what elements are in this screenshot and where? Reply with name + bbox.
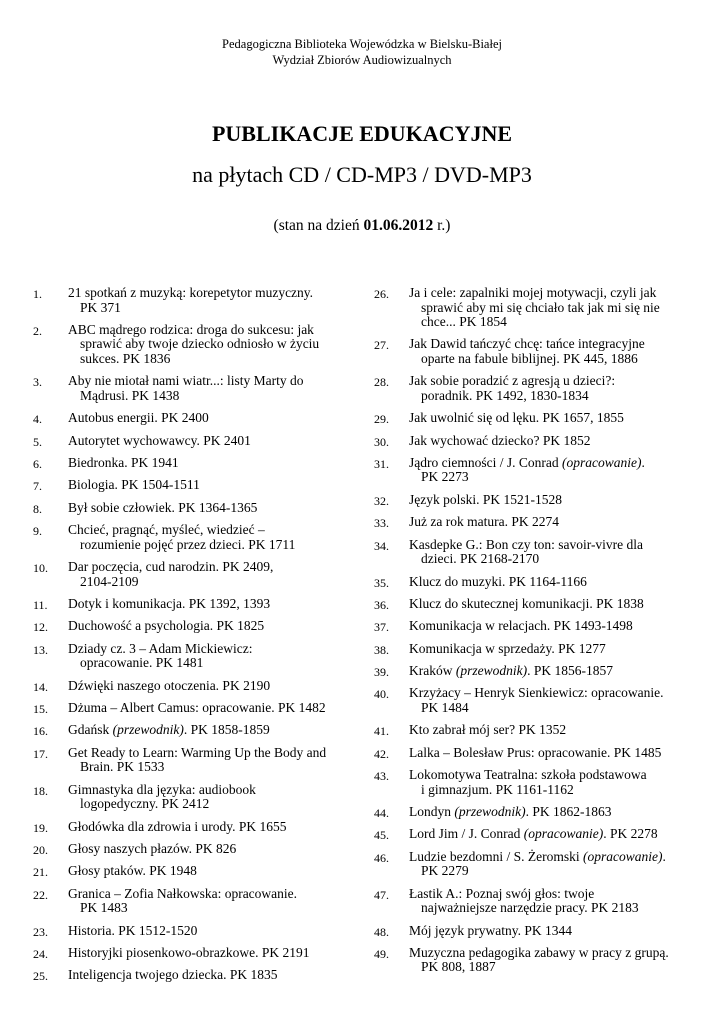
item-line: Chcieć, pragnąć, myśleć, wiedzieć – — [68, 522, 265, 538]
item-title: Lord Jim / J. Conrad — [409, 826, 524, 842]
list-item — [33, 783, 333, 812]
item-line: Aby nie miotał nami wiatr...: listy Marty do — [68, 373, 304, 389]
item-number: 44. — [374, 806, 389, 821]
item-continuation: poradnik. PK 1492, 1830-1834 — [421, 387, 589, 403]
item-text — [68, 619, 333, 634]
item-line: Dźwięki naszego otoczenia. PK 2190 — [68, 677, 271, 693]
list-item — [33, 374, 333, 403]
item-number: 18. — [33, 783, 48, 798]
item-number: 17. — [33, 746, 48, 761]
item-number: 30. — [374, 434, 389, 449]
item-line: Mój język prywatny. PK 1344 — [409, 922, 572, 938]
item-line — [409, 827, 674, 842]
item-line: Gimnastyka dla języka: audiobook — [68, 781, 256, 797]
item-line: Dotyk i komunikacja. PK 1392, 1393 — [68, 595, 271, 611]
list-item — [374, 538, 674, 567]
item-text — [68, 597, 333, 612]
item-number: 23. — [33, 924, 48, 939]
item-annotation: (przewodnik) — [112, 722, 184, 738]
list-item — [33, 411, 333, 426]
item-continuation: dzieci. PK 2168-2170 — [421, 551, 540, 567]
list-item — [374, 374, 674, 403]
list-item — [33, 642, 333, 671]
item-annotation: (przewodnik) — [454, 804, 526, 820]
item-number: 20. — [33, 842, 48, 857]
item-number: 32. — [374, 493, 389, 508]
department-name: Wydział Zbiorów Audiowizualnych — [272, 53, 452, 67]
item-number: 2. — [33, 323, 42, 338]
item-number: 31. — [374, 456, 389, 471]
item-text — [409, 619, 674, 634]
list-item — [374, 434, 674, 449]
item-line: Autobus energii. PK 2400 — [68, 410, 209, 426]
item-text — [409, 374, 674, 403]
item-number: 22. — [33, 887, 48, 902]
status-date: 01.06.2012 — [363, 217, 434, 234]
list-item — [374, 493, 674, 508]
item-text — [68, 679, 333, 694]
status-date-line — [0, 216, 724, 236]
item-line: Biologia. PK 1504-1511 — [68, 477, 200, 493]
item-number: 29. — [374, 412, 389, 427]
item-text — [68, 323, 333, 367]
item-text — [409, 768, 674, 797]
list-item — [33, 456, 333, 471]
item-line — [409, 664, 674, 679]
item-line: Kto zabrał mój ser? PK 1352 — [409, 722, 567, 738]
publication-list-right — [374, 286, 674, 983]
list-item — [33, 701, 333, 716]
list-item — [374, 723, 674, 738]
list-item — [374, 805, 674, 820]
item-continuation: PK 371 — [80, 299, 121, 315]
item-text — [68, 523, 333, 552]
item-text — [409, 805, 674, 820]
item-text — [409, 946, 674, 975]
item-line: Lokomotywa Teatralna: szkoła podstawowa — [409, 767, 647, 783]
item-line: Jak sobie poradzić z agresją u dzieci?: — [409, 373, 616, 389]
list-item — [33, 323, 333, 367]
item-text — [68, 924, 333, 939]
item-text — [68, 783, 333, 812]
item-continuation: sprawić aby twoje dziecko odniosło w życiu — [80, 336, 320, 352]
list-item — [374, 619, 674, 634]
item-annotation: (opracowanie) — [561, 454, 642, 470]
item-number: 48. — [374, 924, 389, 939]
item-annotation: (opracowanie) — [523, 826, 604, 842]
item-number: 43. — [374, 769, 389, 784]
item-continuation: 2104-2109 — [80, 573, 139, 589]
item-number: 8. — [33, 501, 42, 516]
item-number: 9. — [33, 524, 42, 539]
item-text — [68, 411, 333, 426]
item-number: 38. — [374, 642, 389, 657]
item-number: 6. — [33, 456, 42, 471]
list-item — [33, 864, 333, 879]
list-item — [33, 746, 333, 775]
item-title: Ludzie bezdomni / S. Żeromski — [409, 848, 583, 864]
item-line: Głodówka dla zdrowia i urody. PK 1655 — [68, 818, 287, 834]
item-number: 19. — [33, 820, 48, 835]
item-text — [68, 968, 333, 983]
list-item — [33, 478, 333, 493]
item-title: Jądro ciemności / J. Conrad — [409, 454, 562, 470]
item-line — [409, 456, 674, 471]
item-text — [409, 337, 674, 366]
item-continuation: PK 808, 1887 — [421, 959, 496, 975]
item-text — [68, 946, 333, 961]
item-number: 33. — [374, 516, 389, 531]
item-line: Głosy naszych płazów. PK 826 — [68, 840, 237, 856]
item-callnumber: . PK 1862-1863 — [525, 804, 612, 820]
item-line: Muzyczna pedagogika zabawy w pracy z grupą. — [409, 944, 669, 960]
list-item — [374, 515, 674, 530]
item-continuation: PK 2273 — [421, 469, 469, 485]
item-number: 5. — [33, 434, 42, 449]
item-continuation: sukces. PK 1836 — [80, 350, 171, 366]
item-text — [68, 456, 333, 471]
item-text — [68, 842, 333, 857]
item-number: 4. — [33, 412, 42, 427]
item-line — [409, 850, 674, 865]
item-text — [409, 664, 674, 679]
item-number: 3. — [33, 375, 42, 390]
item-number: 1. — [33, 287, 42, 301]
item-text — [409, 493, 674, 508]
item-number: 21. — [33, 865, 48, 880]
item-text — [409, 575, 674, 590]
item-number: 25. — [33, 969, 48, 984]
item-text — [68, 434, 333, 449]
item-annotation: (przewodnik) — [455, 663, 528, 679]
item-text — [68, 864, 333, 879]
item-number: 40. — [374, 687, 389, 702]
item-text — [68, 478, 333, 493]
item-text — [68, 701, 333, 716]
item-annotation: (opracowanie) — [582, 848, 663, 864]
list-item — [33, 434, 333, 449]
item-line — [68, 723, 333, 738]
item-number: 13. — [33, 642, 48, 657]
list-item — [374, 746, 674, 761]
list-item — [33, 523, 333, 552]
item-continuation: i gimnazjum. PK 1161-1162 — [421, 781, 574, 797]
item-number: 41. — [374, 724, 389, 739]
item-line: Granica – Zofia Nałkowska: opracowanie. — [68, 885, 298, 901]
list-item — [33, 560, 333, 589]
item-text — [409, 827, 674, 842]
item-text — [68, 887, 333, 916]
item-line: Głosy ptaków. PK 1948 — [68, 863, 197, 879]
list-item — [374, 286, 674, 330]
item-line: Biedronka. PK 1941 — [68, 454, 179, 470]
item-text — [409, 723, 674, 738]
item-number: 34. — [374, 538, 389, 553]
item-line: Łastik A.: Poznaj swój głos: twoje — [409, 885, 595, 901]
library-name: Pedagogiczna Biblioteka Wojewódzka w Bielsku-Białej — [222, 37, 502, 51]
item-line: Autorytet wychowawcy. PK 2401 — [68, 432, 251, 448]
item-text — [409, 456, 674, 485]
list-item — [33, 924, 333, 939]
item-continuation: Brain. PK 1533 — [80, 759, 165, 775]
list-item — [374, 850, 674, 879]
list-item — [33, 619, 333, 634]
list-item — [374, 337, 674, 366]
item-number: 28. — [374, 375, 389, 390]
item-text — [68, 374, 333, 403]
item-number: 45. — [374, 828, 389, 843]
item-text — [409, 850, 674, 879]
list-item — [33, 501, 333, 516]
item-line: Kasdepke G.: Bon czy ton: savoir-vivre dla — [409, 536, 644, 552]
item-callnumber: . PK 1858-1859 — [183, 722, 270, 738]
list-item — [374, 664, 674, 679]
item-continuation: najważniejsze narzędzie pracy. PK 2183 — [421, 900, 639, 916]
item-callnumber: . PK 1856-1857 — [527, 663, 614, 679]
item-number: 46. — [374, 850, 389, 865]
item-number: 37. — [374, 620, 389, 635]
item-line: Historyjki piosenkowo-obrazkowe. PK 2191 — [68, 944, 310, 960]
item-text — [409, 686, 674, 715]
item-line: Get Ready to Learn: Warming Up the Body and — [68, 744, 327, 760]
item-title: Kraków — [409, 663, 456, 679]
item-line: Historia. PK 1512-1520 — [68, 922, 198, 938]
list-item — [33, 820, 333, 835]
item-number: 26. — [374, 287, 389, 301]
item-callnumber: . — [662, 848, 666, 864]
list-item — [374, 642, 674, 657]
item-continuation: oparte na fabule biblijnej. PK 445, 1886 — [421, 350, 638, 366]
item-text — [409, 538, 674, 567]
item-text — [68, 642, 333, 671]
item-text — [68, 723, 333, 738]
list-item — [374, 456, 674, 485]
item-text — [409, 924, 674, 939]
item-line: Inteligencja twojego dziecka. PK 1835 — [68, 967, 278, 983]
list-item — [33, 723, 333, 738]
item-line — [409, 805, 674, 820]
item-number: 15. — [33, 701, 48, 716]
item-callnumber: . — [641, 454, 645, 470]
item-text — [409, 746, 674, 761]
item-continuation: PK 1484 — [421, 699, 469, 715]
item-number: 16. — [33, 724, 48, 739]
item-text — [68, 746, 333, 775]
item-number: 10. — [33, 561, 48, 576]
item-line: 21 spotkań z muzyką: korepetytor muzyczny. — [68, 285, 314, 300]
list-item — [33, 597, 333, 612]
item-text — [68, 820, 333, 835]
item-line: Klucz do muzyki. PK 1164-1166 — [409, 573, 587, 589]
item-line: Komunikacja w relacjach. PK 1493-1498 — [409, 618, 633, 634]
item-continuation: PK 1483 — [80, 900, 128, 916]
item-line: Dżuma – Albert Camus: opracowanie. PK 1482 — [68, 699, 326, 715]
item-line: Dziady cz. 3 – Adam Mickiewicz: — [68, 640, 253, 656]
list-item — [374, 411, 674, 426]
item-continuation: chce... PK 1854 — [421, 314, 507, 329]
item-callnumber: . PK 2278 — [603, 826, 658, 842]
list-item — [374, 768, 674, 797]
item-text — [68, 501, 333, 516]
item-line: Lalka – Bolesław Prus: opracowanie. PK 1485 — [409, 744, 662, 760]
page-title: PUBLIKACJE EDUKACYJNE — [211, 121, 513, 146]
item-line: Klucz do skutecznej komunikacji. PK 1838 — [409, 595, 644, 611]
list-item — [33, 946, 333, 961]
item-number: 12. — [33, 620, 48, 635]
item-line: Jak Dawid tańczyć chcę: tańce integracyjne — [409, 336, 645, 352]
item-number: 11. — [33, 597, 48, 612]
list-item — [33, 679, 333, 694]
item-continuation: Mądrusi. PK 1438 — [80, 387, 180, 403]
item-text — [409, 411, 674, 426]
item-text — [409, 286, 674, 330]
item-line: Jak uwolnić się od lęku. PK 1657, 1855 — [409, 410, 624, 426]
item-line: ABC mądrego rodzica: droga do sukcesu: jak — [68, 321, 314, 337]
list-item — [33, 968, 333, 983]
list-item — [374, 827, 674, 842]
list-item — [374, 575, 674, 590]
item-continuation: opracowanie. PK 1481 — [80, 655, 204, 671]
item-title: Londyn — [409, 804, 455, 820]
item-number: 49. — [374, 946, 389, 961]
status-prefix: (stan na dzień — [273, 217, 364, 234]
item-number: 47. — [374, 887, 389, 902]
item-line: Był sobie człowiek. PK 1364-1365 — [68, 499, 258, 515]
list-item — [33, 842, 333, 857]
item-number: 36. — [374, 597, 389, 612]
item-continuation: sprawić aby mi się chciało tak jak mi się nie — [421, 299, 660, 315]
item-text — [68, 560, 333, 589]
publication-list-left — [33, 286, 333, 991]
list-item — [374, 686, 674, 715]
item-number: 7. — [33, 479, 42, 494]
list-item — [374, 597, 674, 612]
list-item — [374, 887, 674, 916]
item-continuation: logopedyczny. PK 2412 — [80, 796, 210, 812]
item-continuation: PK 2279 — [421, 863, 469, 879]
item-number: 42. — [374, 746, 389, 761]
item-line: Krzyżacy – Henryk Sienkiewicz: opracowanie. — [409, 685, 664, 701]
item-number: 39. — [374, 665, 389, 680]
page-subtitle: na płytach CD / CD-MP3 / DVD-MP3 — [192, 162, 532, 187]
list-item — [33, 887, 333, 916]
item-text — [409, 597, 674, 612]
item-line: Język polski. PK 1521-1528 — [409, 491, 562, 507]
item-number: 35. — [374, 575, 389, 590]
item-title: Gdańsk — [68, 722, 113, 738]
item-text — [409, 434, 674, 449]
item-continuation: rozumienie pojęć przez dzieci. PK 1711 — [80, 536, 296, 552]
item-line: Już za rok matura. PK 2274 — [409, 514, 559, 530]
item-number: 24. — [33, 946, 48, 961]
item-line: Dar poczęcia, cud narodzin. PK 2409, — [68, 559, 274, 575]
item-text — [409, 642, 674, 657]
item-number: 27. — [374, 338, 389, 353]
list-item — [374, 946, 674, 975]
status-suffix: r.) — [433, 217, 451, 234]
item-line: Jak wychować dziecko? PK 1852 — [409, 432, 591, 448]
item-text — [68, 286, 333, 315]
item-text — [409, 515, 674, 530]
item-line: Ja i cele: zapalniki mojej motywacji, czyli jak — [409, 285, 657, 300]
item-line: Duchowość a psychologia. PK 1825 — [68, 618, 265, 634]
item-line: Komunikacja w sprzedaży. PK 1277 — [409, 640, 606, 656]
item-number: 14. — [33, 679, 48, 694]
item-text — [409, 887, 674, 916]
list-item — [33, 286, 333, 315]
list-item — [374, 924, 674, 939]
